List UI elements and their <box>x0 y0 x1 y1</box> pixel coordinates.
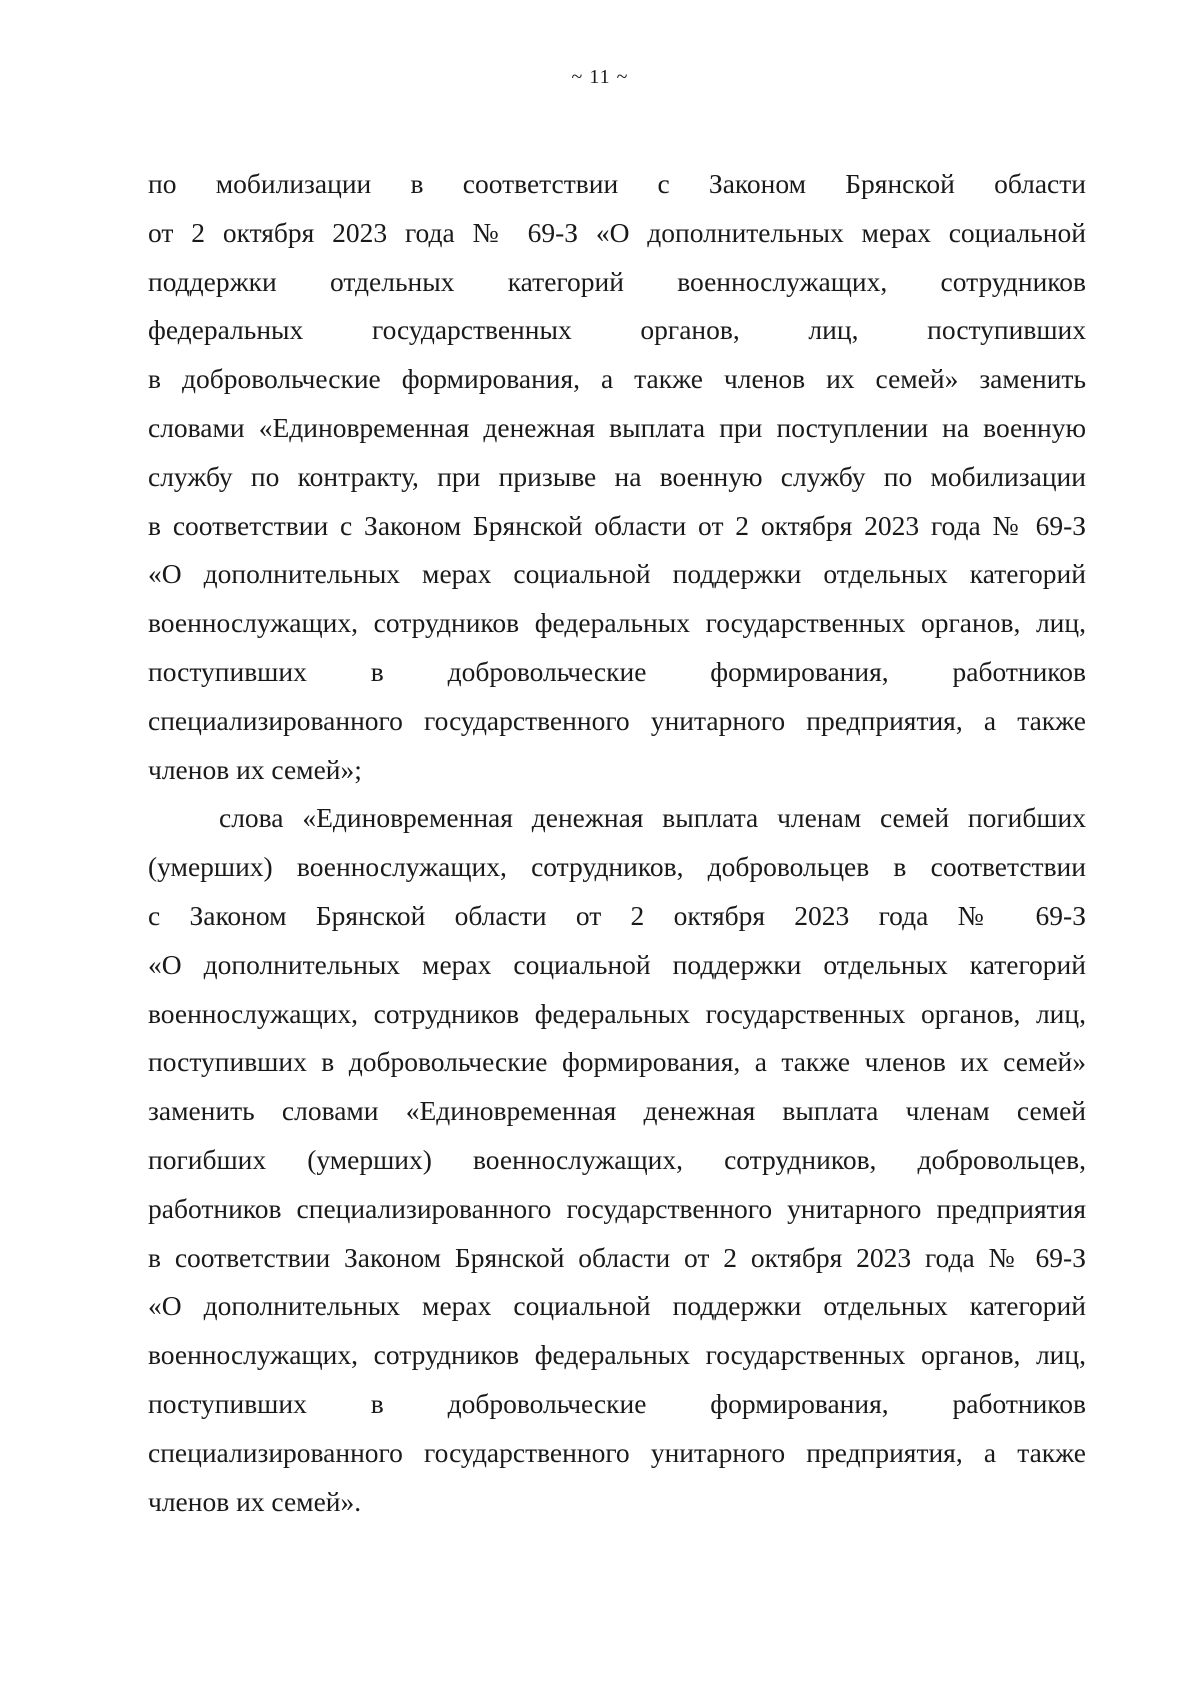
text-line: «О дополнительных мерах социальной поддержки отдельных категорий <box>148 1290 1086 1322</box>
text-line: поступивших в добровольческие формирования, работников <box>148 655 1086 687</box>
document-body <box>148 160 1086 1526</box>
text-line: военнослужащих, сотрудников федеральных государственных органов, лиц, <box>148 997 1086 1029</box>
paragraph <box>148 794 1086 1526</box>
text-line: поддержки отдельных категорий военнослужащих, сотрудников <box>148 265 1086 297</box>
text-line: военнослужащих, сотрудников федеральных государственных органов, лиц, <box>148 607 1086 639</box>
text-line: работников специализированного государственного унитарного предприятия <box>148 1192 1086 1224</box>
paragraph <box>148 160 1086 794</box>
text-line: (умерших) военнослужащих, сотрудников, добровольцев в соответствии <box>148 851 1086 883</box>
text-line: специализированного государственного унитарного предприятия, а также <box>148 1436 1086 1468</box>
text-line: словами «Единовременная денежная выплата при поступлении на военную <box>148 411 1086 443</box>
text-line: с Законом Брянской области от 2 октября 2023 года № 69-З <box>148 899 1086 931</box>
text-line: федеральных государственных органов, лиц, поступивших <box>148 314 1086 346</box>
text-line: в соответствии с Законом Брянской области от 2 октября 2023 года № 69-З <box>148 509 1086 541</box>
text-line: по мобилизации в соответствии с Законом Брянской области <box>148 168 1086 199</box>
text-line: заменить словами «Единовременная денежная выплата членам семей <box>148 1095 1086 1127</box>
text-line: поступивших в добровольческие формирования, а также членов их семей» <box>148 1046 1086 1078</box>
text-line: специализированного государственного унитарного предприятия, а также <box>148 704 1086 736</box>
text-line: поступивших в добровольческие формирования, работников <box>148 1387 1086 1419</box>
text-line: погибших (умерших) военнослужащих, сотрудников, добровольцев, <box>148 1143 1086 1175</box>
text-line: «О дополнительных мерах социальной поддержки отдельных категорий <box>148 948 1086 980</box>
text-line: членов их семей»; <box>148 753 362 785</box>
text-line: от 2 октября 2023 года № 69-З «О дополнительных мерах социальной <box>148 216 1086 248</box>
text-line: в соответствии Законом Брянской области от 2 октября 2023 года № 69-З <box>148 1241 1086 1273</box>
text-line: в добровольческие формирования, а также членов их семей» заменить <box>148 363 1086 395</box>
text-line: военнослужащих, сотрудников федеральных государственных органов, лиц, <box>148 1339 1086 1371</box>
text-line: службу по контракту, при призыве на военную службу по мобилизации <box>148 460 1086 492</box>
text-line: слова «Единовременная денежная выплата членам семей погибших <box>219 802 1086 834</box>
text-line: членов их семей». <box>148 1485 362 1517</box>
text-line: «О дополнительных мерах социальной поддержки отдельных категорий <box>148 558 1086 590</box>
page-number: ~ 11 ~ <box>571 66 629 88</box>
